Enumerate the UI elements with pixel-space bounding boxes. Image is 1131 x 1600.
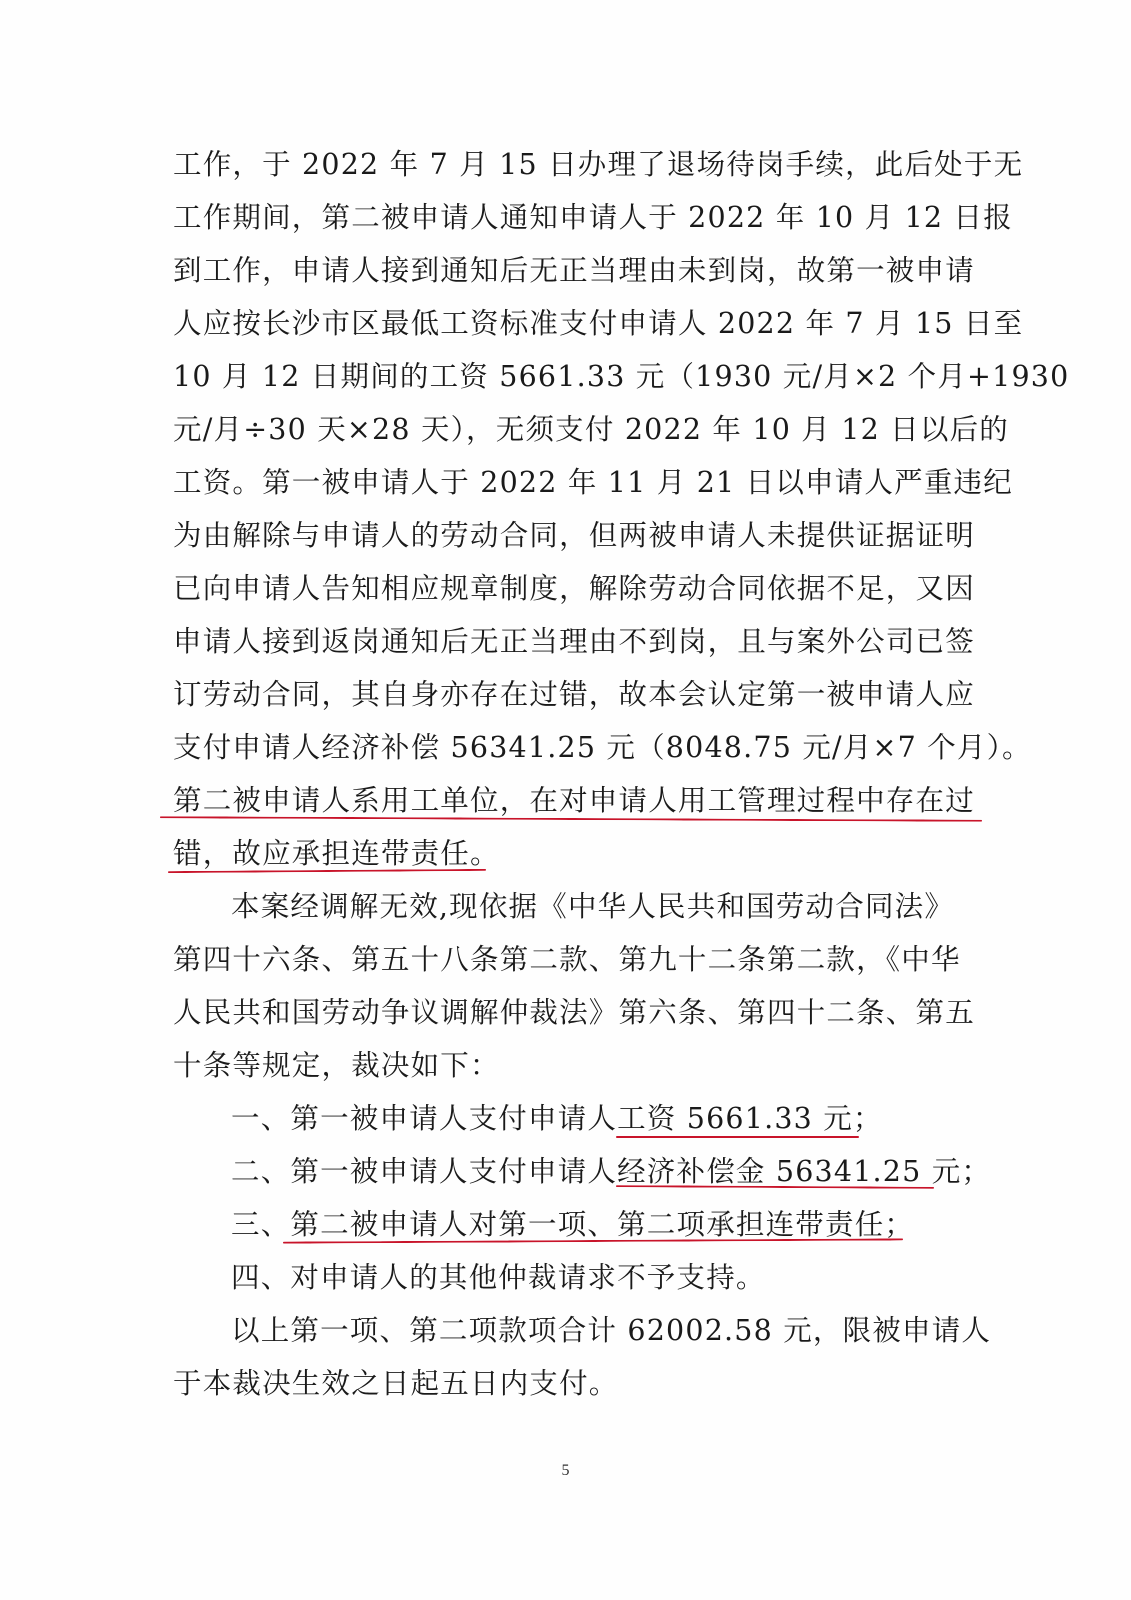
text-line: 已向申请人告知相应规章制度，解除劳动合同依据不足，又因 [173,572,975,605]
text-line: 工作，于 2022 年 7 月 15 日办理了退场待岗手续，此后处于无 [173,148,1024,181]
text-line: 错，故应承担连带责任。 [173,837,500,870]
text-line: 订劳动合同，其自身亦存在过错，故本会认定第一被申请人应 [173,678,975,711]
text-line: 第四十六条、第五十八条第二款、第九十二条第二款，《中华 [173,943,961,976]
text-line: 以上第一项、第二项款项合计 62002.58 元，限被申请人 [231,1314,992,1347]
text-line: 为由解除与申请人的劳动合同，但两被申请人未提供证据证明 [173,519,975,552]
ruling-item-1: 一、第一被申请人支付申请人工资 5661.33 元； [231,1102,883,1135]
ruling-item-4: 四、对申请人的其他仲裁请求不予支持。 [231,1261,766,1294]
text-line: 10 月 12 日期间的工资 5661.33 元（1930 元/月×2 个月+1930 [173,360,1070,393]
red-underline [616,1136,859,1138]
text-line: 人民共和国劳动争议调解仲裁法》第六条、第四十二条、第五 [173,996,975,1029]
text-line: 十条等规定，裁决如下： [173,1049,500,1082]
text-line: 元/月÷30 天×28 天），无须支付 2022 年 10 月 12 日以后的 [173,413,1009,446]
text-line: 第二被申请人系用工单位，在对申请人用工管理过程中存在过 [173,784,975,817]
text-line: 申请人接到返岗通知后无正当理由不到岗，且与案外公司已签 [173,625,975,658]
text-line: 本案经调解无效,现依据《中华人民共和国劳动合同法》 [231,890,955,923]
text-line: 工资。第一被申请人于 2022 年 11 月 21 日以申请人严重违纪 [173,466,1013,499]
text-line: 支付申请人经济补偿 56341.25 元（8048.75 元/月×7 个月）。 [173,731,1032,764]
ruling-item-3: 三、第二被申请人对第一项、第二项承担连带责任； [231,1208,915,1241]
text-line: 到工作，申请人接到通知后无正当理由未到岗，故第一被申请 [173,254,975,287]
page-number: 5 [561,1462,570,1479]
text-line: 工作期间，第二被申请人通知申请人于 2022 年 10 月 12 日报 [173,201,1013,234]
text-line: 人应按长沙市区最低工资标准支付申请人 2022 年 7 月 15 日至 [173,307,1024,340]
text-line: 于本裁决生效之日起五日内支付。 [173,1367,619,1400]
ruling-item-2: 二、第一被申请人支付申请人经济补偿金 56341.25 元； [231,1155,992,1188]
